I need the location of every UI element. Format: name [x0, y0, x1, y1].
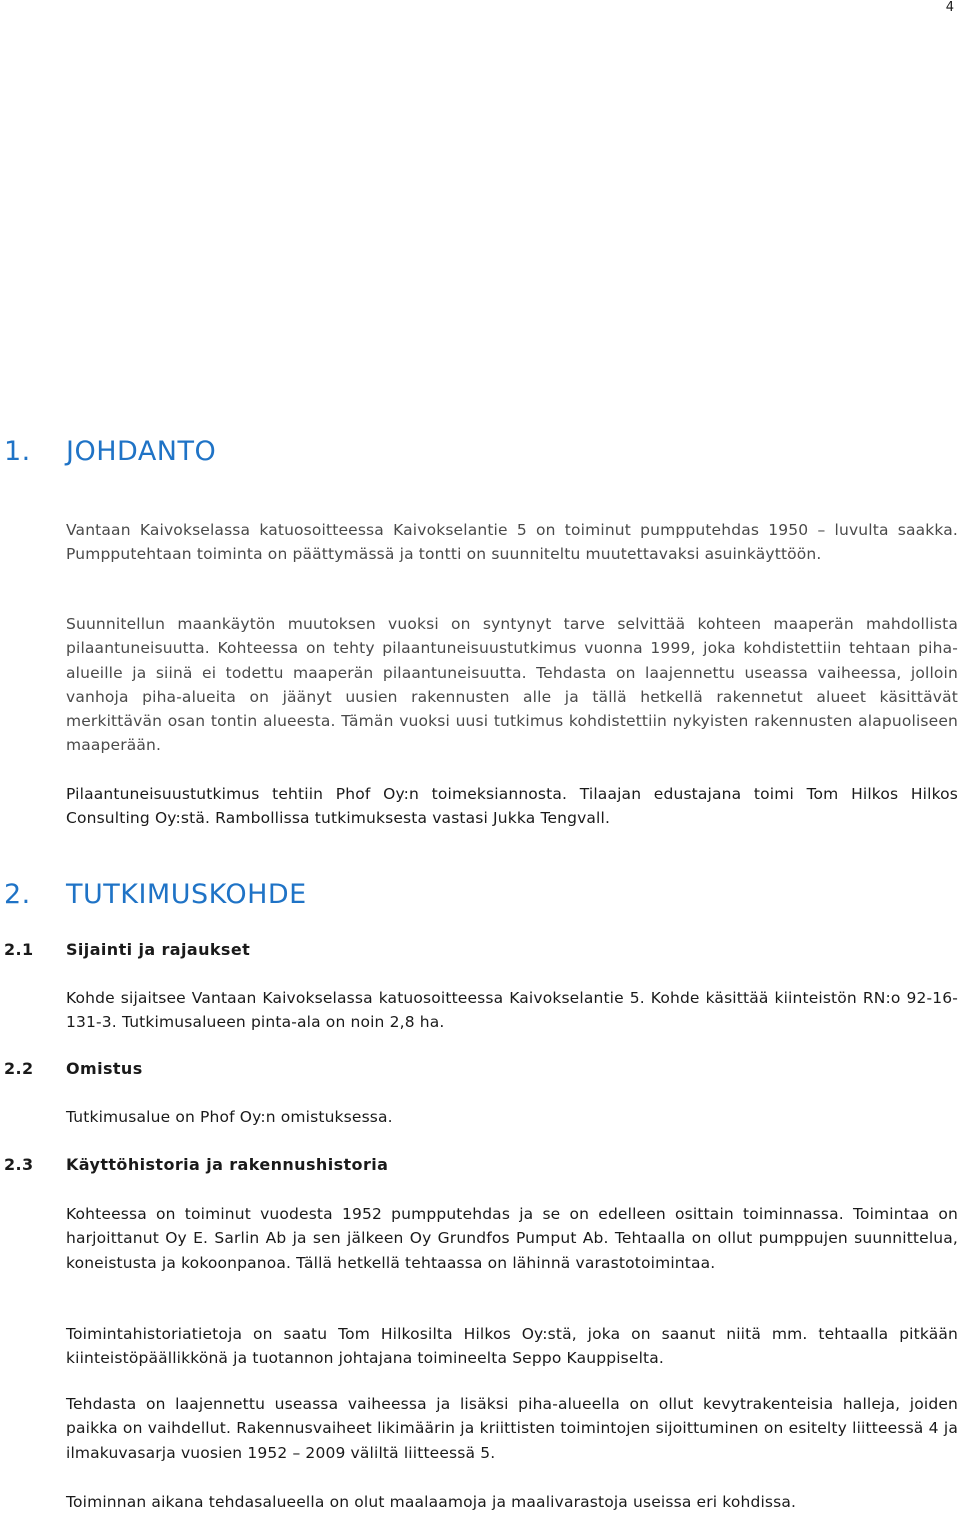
page-number: 4: [945, 0, 954, 15]
paragraph-text: Kohde sijaitsee Vantaan Kaivokselassa katuosoitteessa Kaivokselantie 5. Kohde käsittää kiinteistön RN:o 92-16-131-3. Tutkimusalueen pinta-ala on noin 2,8 ha.: [66, 989, 958, 1032]
section-heading-tutkimuskohde: [4, 879, 307, 911]
paragraph-text: Toimintahistoriatietoja on saatu Tom Hilkosilta Hilkos Oy:stä, joka on saanut niitä mm. tehtaalla pitkään kiinteistöpäällikkönä ja tuotannon johtajana toimineelta Seppo Kauppiselta.: [66, 1325, 958, 1368]
intro-paragraph-2: [66, 612, 958, 758]
paragraph-text: Tehdasta on laajennettu useassa vaiheessa ja lisäksi piha-alueella on ollut kevytrakenteisia halleja, joiden paikka on vaihdellut. Rakennusvaiheet likimäärin ja kriittisten toimintojen sijoittuminen on esitelty liitteessä 4 ja ilmakuvasarja vuosien 1952 – 2009 väliltä liitteessä 5.: [66, 1395, 958, 1462]
section-title: TUTKIMUSKOHDE: [66, 879, 307, 910]
ownership-paragraph: [66, 1105, 958, 1129]
history-paragraph-2: [66, 1322, 958, 1371]
paragraph-text: Pilaantuneisuustutkimus tehtiin Phof Oy:n toimeksiannosta. Tilaajan edustajana toimi Tom Hilkos Hilkos Consulting Oy:stä. Rambollissa tutkimuksesta vastasi Jukka Tengvall.: [66, 785, 958, 828]
subsection-heading-kayttohistoria: [4, 1155, 388, 1175]
subsection-number: 2.2: [4, 1059, 34, 1078]
intro-paragraph-1: [66, 518, 958, 567]
subsection-title: Omistus: [66, 1059, 143, 1078]
section-number: 2.: [4, 879, 31, 910]
section-number: 1.: [4, 436, 31, 467]
subsection-number: 2.3: [4, 1155, 34, 1174]
paragraph-text: Vantaan Kaivokselassa katuosoitteessa Kaivokselantie 5 on toiminut pumpputehdas 1950 – luvulta saakka. Pumpputehtaan toiminta on päättymässä ja tontti on suunniteltu muutettavaksi asuinkäyttöön.: [66, 521, 958, 564]
subsection-number: 2.1: [4, 940, 34, 959]
paragraph-text: Toiminnan aikana tehdasalueella on olut maalaamoja ja maalivarastoja useissa eri kohdissa.: [66, 1493, 797, 1511]
paragraph-text: Kohteessa on toiminut vuodesta 1952 pumpputehdas ja se on edelleen osittain toiminnassa. Toimintaa on harjoittanut Oy E. Sarlin Ab ja sen jälkeen Oy Grundfos Pumput Ab. Tehtaalla on ollut pumppujen suunnittelua, koneistusta ja kokoonpanoa. Tällä hetkellä tehtaassa on lähinnä varastotoimintaa.: [66, 1205, 958, 1272]
paragraph-text: Suunnitellun maankäytön muutoksen vuoksi on syntynyt tarve selvittää kohteen maaperän mahdollista pilaantuneisuutta. Kohteessa on tehty pilaantuneisuustutkimus vuonna 1999, joka kohdistettiin tehtaan piha-alueille ja siinä ei todettu maaperän pilaantuneisuutta. Tehdasta on laajennettu useassa vaiheessa, jolloin vanhoja piha-alueita on jäänyt uusien rakennusten alle ja tällä hetkellä rakennetut alueet käsittävät merkittävän osan tontin alueesta. Tämän vuoksi uusi tutkimus kohdistettiin nykyisten rakennusten alapuoliseen maaperään.: [66, 615, 958, 755]
subsection-heading-sijainti: [4, 940, 250, 960]
history-paragraph-1: [66, 1202, 958, 1275]
paragraph-text: Tutkimusalue on Phof Oy:n omistuksessa.: [66, 1108, 393, 1126]
subsection-title: Sijainti ja rajaukset: [66, 940, 251, 959]
subsection-title: Käyttöhistoria ja rakennushistoria: [66, 1155, 389, 1174]
section-title: JOHDANTO: [66, 436, 217, 467]
intro-paragraph-3: [66, 782, 958, 831]
subsection-heading-omistus: [4, 1059, 143, 1079]
section-heading-johdanto: [4, 436, 216, 468]
location-paragraph: [66, 986, 958, 1035]
history-paragraph-3: [66, 1392, 958, 1465]
history-paragraph-4: [66, 1490, 958, 1514]
